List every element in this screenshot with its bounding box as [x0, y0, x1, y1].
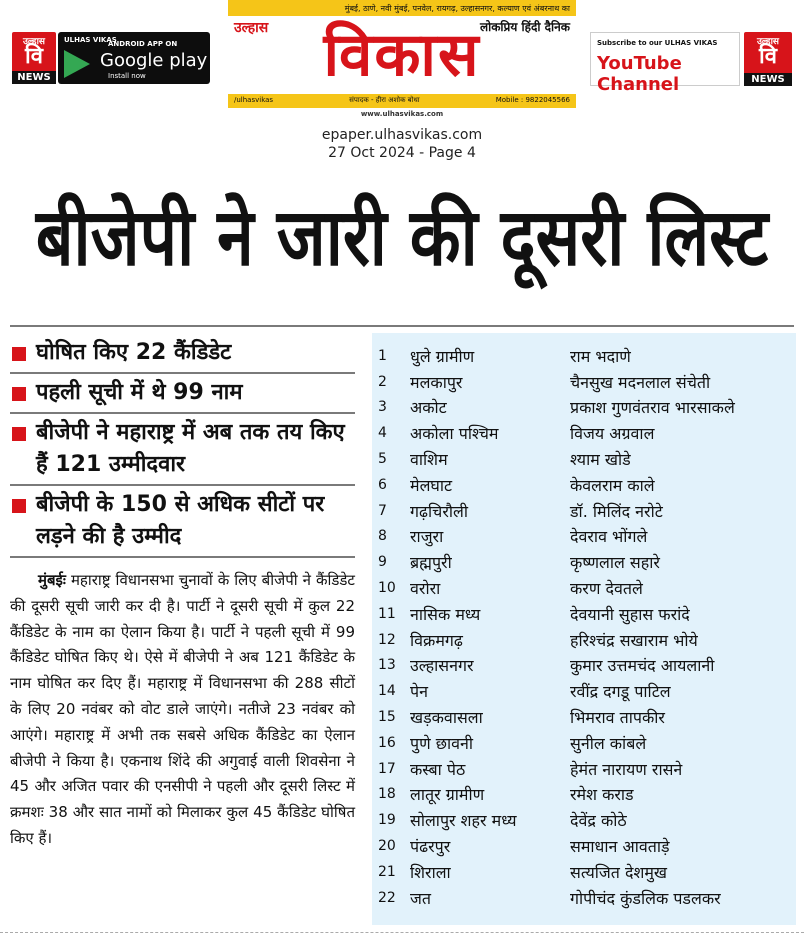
list-item	[372, 653, 796, 679]
epaper-info	[0, 126, 804, 162]
masthead-editor: संपादक - हीरा अशोक बोधा	[349, 96, 420, 104]
list-item	[372, 472, 796, 498]
constituency: पुणे छावनी	[410, 733, 474, 753]
logo-letter: वि	[759, 44, 777, 69]
candidate-name: सत्यजित देशमुख	[570, 862, 667, 882]
candidate-name: प्रकाश गुणवंतराव भारसाकले	[570, 398, 735, 418]
row-number: 21	[378, 863, 396, 880]
candidate-name: श्याम खोडे	[570, 450, 631, 470]
list-item	[372, 807, 796, 833]
gp-install-now: Install now	[108, 72, 146, 80]
constituency: उल्हासनगर	[410, 656, 474, 676]
epaper-date-page: 27 Oct 2024 - Page 4	[328, 145, 476, 161]
constituency: विक्रमगढ़	[410, 630, 463, 650]
logo-brand-top: उल्हास	[22, 37, 45, 47]
constituency: शिराला	[410, 862, 451, 882]
list-item	[372, 498, 796, 524]
logo-brand-top: उल्हास	[756, 37, 779, 47]
divider	[10, 325, 794, 327]
highlights	[10, 334, 355, 558]
list-item	[372, 885, 796, 911]
row-number: 8	[378, 528, 387, 545]
bullet-square-icon	[12, 347, 26, 361]
youtube-banner[interactable]	[590, 32, 740, 95]
constituency: वरोरा	[410, 579, 441, 599]
constituency: गढ़चिरौली	[410, 501, 469, 521]
list-item	[372, 627, 796, 653]
candidate-name: राम भदाणे	[570, 346, 631, 366]
constituency: जत	[410, 888, 431, 908]
highlight-text: बीजेपी के 150 से अधिक सीटों पर लड़ने की है उम्मीद	[36, 492, 325, 549]
google-play-banner[interactable]	[58, 32, 210, 84]
logo-letter: वि	[25, 44, 43, 69]
row-number: 16	[378, 734, 396, 751]
row-number: 19	[378, 812, 396, 829]
list-item	[372, 395, 796, 421]
constituency: वाशिम	[410, 450, 448, 470]
masthead-mobile: Mobile : 9822045566	[495, 96, 570, 104]
constituency: सोलापुर शहर मध्य	[410, 811, 517, 831]
constituency: ब्रह्मपुरी	[410, 553, 452, 573]
constituency: पंढरपुर	[410, 837, 451, 857]
row-number: 18	[378, 786, 396, 803]
highlight-text: बीजेपी ने महाराष्ट्र में अब तक तय किए हैं 121 उम्मीदवार	[36, 420, 345, 477]
candidate-name: भिमराव तापकीर	[570, 708, 665, 728]
candidate-name: सुनील कांबले	[570, 733, 647, 753]
logo-news-label: NEWS	[744, 73, 792, 86]
candidate-name: करण देवतले	[570, 579, 643, 599]
row-number: 5	[378, 451, 387, 468]
candidate-name: समाधान आवताड़े	[570, 837, 670, 857]
list-item	[372, 369, 796, 395]
list-item	[372, 730, 796, 756]
constituency: मेलघाट	[410, 475, 453, 495]
masthead-info-bar	[228, 94, 576, 108]
list-item	[372, 446, 796, 472]
row-number: 7	[378, 502, 387, 519]
candidate-name: विजय अग्रवाल	[570, 424, 655, 444]
row-number: 10	[378, 580, 396, 597]
constituency: धुले ग्रामीण	[410, 346, 475, 366]
masthead-tagline: लोकप्रिय हिंदी दैनिक	[479, 20, 570, 34]
masthead	[228, 0, 576, 122]
list-item	[372, 756, 796, 782]
list-item	[372, 782, 796, 808]
list-item	[372, 420, 796, 446]
list-item	[372, 343, 796, 369]
candidate-name: देवेंद्र कोठे	[570, 811, 627, 831]
candidate-name: रवींद्र दगडू पाटिल	[570, 682, 671, 702]
candidate-name: कृष्णलाल सहारे	[570, 553, 660, 573]
row-number: 14	[378, 683, 396, 700]
list-item	[372, 549, 796, 575]
row-number: 15	[378, 709, 396, 726]
masthead-small-title: उल्हास	[234, 20, 269, 36]
candidate-name: हरिश्चंद्र सखाराम भोये	[570, 630, 698, 650]
constituency: लातूर ग्रामीण	[410, 785, 485, 805]
highlight-item	[10, 414, 355, 486]
candidate-name: गोपीचंद कुंडलिक पडलकर	[570, 888, 721, 908]
row-number: 6	[378, 476, 387, 493]
row-number: 2	[378, 373, 387, 390]
highlight-item	[10, 486, 355, 558]
row-number: 11	[378, 605, 396, 622]
row-number: 9	[378, 554, 387, 571]
constituency: अकोट	[410, 398, 447, 418]
masthead-social: /ulhasvikas	[234, 96, 274, 104]
candidate-name: देवराव भोंगले	[570, 527, 648, 547]
row-number: 20	[378, 838, 396, 855]
bullet-square-icon	[12, 499, 26, 513]
candidate-name: चैनसुख मदनलाल संचेती	[570, 372, 711, 392]
news-logo-left[interactable]	[12, 32, 56, 84]
epaper-site: epaper.ulhasvikas.com	[321, 127, 483, 143]
list-item	[372, 704, 796, 730]
masthead-title: विकास	[323, 20, 481, 90]
constituency: अकोला पश्चिम	[410, 424, 499, 444]
constituency: कस्बा पेठ	[410, 759, 466, 779]
google-play-icon	[64, 50, 90, 78]
highlight-text: पहली सूची में थे 99 नाम	[36, 380, 243, 405]
row-number: 13	[378, 657, 396, 674]
article-text: महाराष्ट्र विधानसभा चुनावों के लिए बीजेपी ने कैंडिडेट की दूसरी सूची जारी कर दी है। पार्टी ने दूसरी सूची में कुल 22 कैंडिडेट के नाम का ऐलान किया है। पार्टी ने पहली सूची में 99 कैंडिडेट घोषित किए थे। ऐसे में बीजेपी ने अब 121 कैंडिडेट के नाम घोषित कर दिए हैं। महाराष्ट्र में विधानसभा की 288 सीटों के लिए 20 नवंबर को वोट डाले जाएंगे। नतीजे 23 नवंबर को आएंगे। महाराष्ट्र में अभी तक सबसे अधिक कैंडिडेट का ऐलान बीजेपी ने किया है। एकनाथ शिंदे की अगुवाई वाली शिवसेना ने 45 और अजित पवार की एनसीपी ने पहली और दूसरी लिस्ट में क्रमशः 38 और सात नामों को मिलाकर कुल 45 कैंडिडेट घोषित किए हैं।	[10, 571, 355, 847]
bullet-square-icon	[12, 387, 26, 401]
highlight-text: घोषित किए 22 कैंडिडेट	[36, 340, 232, 365]
constituency: नासिक मध्य	[410, 604, 481, 624]
row-number: 22	[378, 889, 396, 906]
constituency: पेन	[410, 682, 428, 702]
article-dateline: मुंबईः	[38, 571, 66, 589]
candidate-name: देवयानी सुहास फरांदे	[570, 604, 690, 624]
page-bottom-rule	[0, 932, 804, 933]
news-logo-right[interactable]	[744, 32, 792, 86]
gp-store-name: Google play	[100, 50, 208, 71]
bullet-square-icon	[12, 427, 26, 441]
row-number: 17	[378, 760, 396, 777]
list-item	[372, 524, 796, 550]
logo-news-label: NEWS	[12, 71, 56, 84]
candidate-name: रमेश कराड	[570, 785, 634, 805]
list-item	[372, 833, 796, 859]
candidate-name: हेमंत नारायण रासने	[570, 759, 683, 779]
constituency: राजुरा	[410, 527, 444, 547]
yt-channel-text: YouTube Channel	[597, 53, 682, 95]
highlight-item	[10, 334, 355, 374]
masthead-cities: मुंबई, ठाणे, नवी मुंबई, पनवेल, रायगढ़, उल्हासनगर, कल्याण एवं अंबरनाथ का	[228, 0, 576, 16]
candidate-name: कुमार उत्तमचंद आयलानी	[570, 656, 715, 676]
list-item	[372, 678, 796, 704]
gp-android-line: ANDROID APP ON	[108, 40, 178, 48]
candidate-name: डॉ. मिलिंद नरोटे	[570, 501, 663, 521]
row-number: 3	[378, 399, 387, 416]
row-number: 4	[378, 425, 387, 442]
constituency: मलकापुर	[410, 372, 463, 392]
article-body	[10, 568, 355, 852]
list-item	[372, 601, 796, 627]
highlight-item	[10, 374, 355, 414]
row-number: 12	[378, 631, 396, 648]
candidate-name: केवलराम काले	[570, 475, 655, 495]
constituency: खड़कवासला	[410, 708, 483, 728]
gp-brand: ULHAS VIKAS	[64, 36, 117, 44]
candidate-list	[372, 333, 796, 925]
list-item	[372, 859, 796, 885]
masthead-website: www.ulhasvikas.com	[360, 110, 444, 118]
yt-subscribe-text: Subscribe to our ULHAS VIKAS	[597, 39, 718, 47]
row-number: 1	[378, 347, 387, 364]
list-item	[372, 575, 796, 601]
headline: बीजेपी ने जारी की दूसरी लिस्ट	[35, 191, 769, 284]
